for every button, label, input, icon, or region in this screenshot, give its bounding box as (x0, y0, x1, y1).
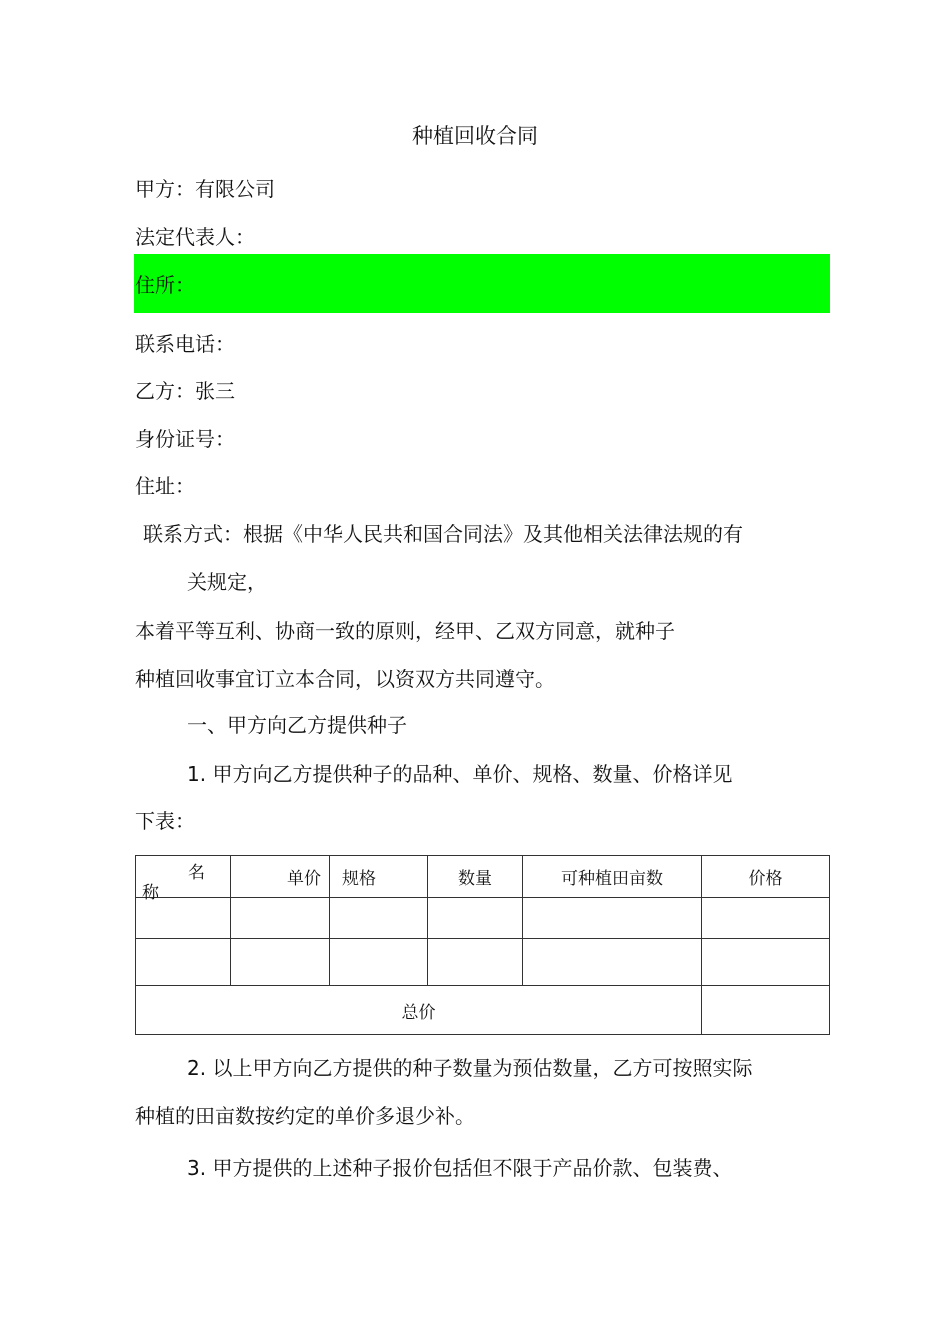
seed-table (135, 855, 830, 1035)
item-2: 2. 以上甲方向乙方提供的种子数量为预估数量，乙方可按照实际 (187, 1056, 753, 1080)
total-label: 总价 (136, 986, 702, 1035)
table-cell (428, 898, 523, 939)
table-cell (330, 898, 428, 939)
party-b: 乙方：张三 (135, 379, 235, 403)
highlight-bar (134, 254, 830, 313)
principle-paragraph-cont: 种植回收事宜订立本合同，以资双方共同遵守。 (135, 667, 555, 691)
table-cell (702, 898, 830, 939)
header-name-bottom: 称 (142, 883, 159, 903)
table-cell (428, 939, 523, 986)
party-a: 甲方：有限公司 (135, 177, 275, 201)
table-header-row (136, 856, 830, 898)
table-cell (231, 898, 330, 939)
table-total-row (136, 986, 830, 1035)
item-2-cont: 种植的田亩数按约定的单价多退少补。 (135, 1104, 475, 1128)
item-3: 3. 甲方提供的上述种子报价包括但不限于产品价款、包装费、 (187, 1156, 733, 1180)
header-plantable-area: 可种植田亩数 (523, 856, 702, 898)
contact-paragraph-cont: 关规定， (187, 570, 267, 594)
header-price: 价格 (702, 856, 830, 898)
section-1-heading: 一、甲方向乙方提供种子 (187, 713, 407, 737)
id-number: 身份证号： (135, 427, 235, 451)
contract-title: 种植回收合同 (412, 124, 538, 148)
table-cell (136, 939, 231, 986)
legal-representative: 法定代表人： (135, 225, 255, 249)
total-value-cell (702, 986, 830, 1035)
table-row (136, 939, 830, 986)
header-name-top: 名 (188, 863, 205, 883)
header-name (136, 856, 231, 903)
table-cell (523, 939, 702, 986)
table-cell (702, 939, 830, 986)
header-unit-price: 单价 (231, 856, 330, 898)
header-quantity: 数量 (428, 856, 523, 898)
phone-a: 联系电话： (135, 332, 235, 356)
table-row (136, 898, 830, 939)
table-cell (330, 939, 428, 986)
contact-paragraph: 联系方式：根据《中华人民共和国合同法》及其他相关法律法规的有 (143, 522, 743, 546)
table-cell (523, 898, 702, 939)
principle-paragraph: 本着平等互利、协商一致的原则，经甲、乙双方同意，就种子 (135, 619, 675, 643)
table-cell (231, 939, 330, 986)
item-1: 1. 甲方向乙方提供种子的品种、单价、规格、数量、价格详见 (187, 762, 733, 786)
residence-a: 住所： (135, 273, 195, 297)
table-cell (136, 898, 231, 939)
header-spec: 规格 (330, 856, 428, 898)
address-b: 住址： (135, 474, 195, 498)
item-1-cont: 下表： (135, 809, 195, 833)
